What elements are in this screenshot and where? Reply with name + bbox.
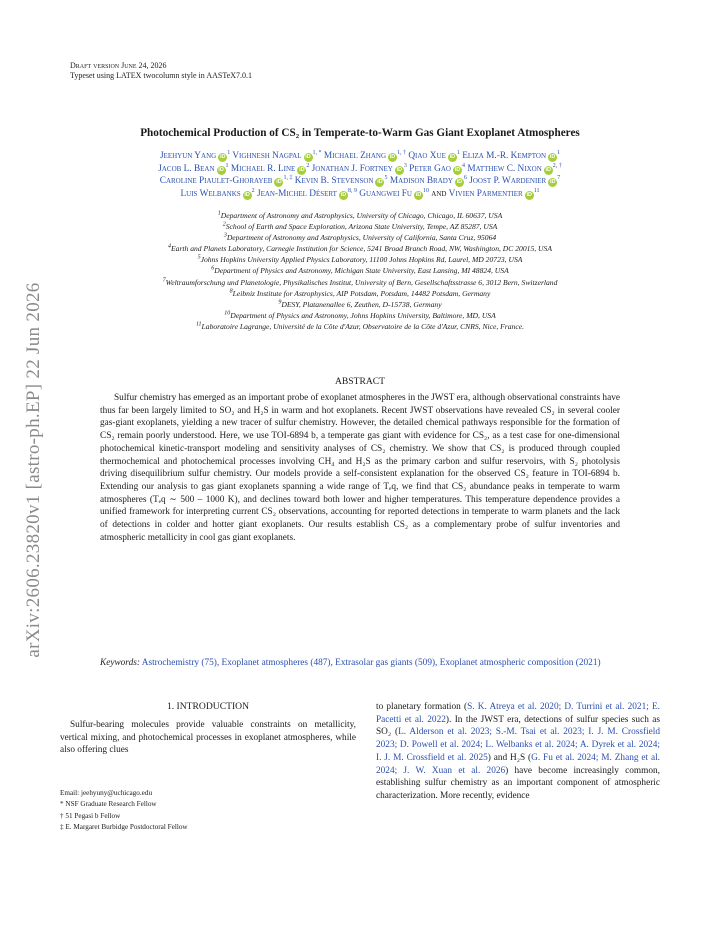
- keywords-links[interactable]: Astrochemistry (75), Exoplanet atmospheres (487), Extrasolar gas giants (509), Exoplanet atmospheric composition (2021): [141, 658, 601, 668]
- orcid-icon[interactable]: iD: [454, 166, 461, 173]
- orcid-icon[interactable]: iD: [340, 192, 347, 199]
- affiliation-number: 5: [197, 254, 201, 261]
- draft-version: Draft version June 24, 2026: [70, 61, 167, 70]
- orcid-icon[interactable]: iD: [545, 166, 551, 173]
- intro-text: ). In the JWST era, detections of sulfur species such as SO₂ (: [376, 714, 660, 738]
- author-affiliation-marker: 7: [557, 175, 561, 182]
- affiliation: [62, 232, 658, 243]
- affiliation: [62, 243, 658, 254]
- author-affiliation-marker: 2: [306, 162, 310, 169]
- author-name[interactable]: Matthew C. Nixon: [467, 163, 542, 174]
- author-affiliation-marker: 1: [557, 149, 561, 156]
- author-name[interactable]: Jonathan J. Fortney: [311, 163, 393, 174]
- author-name[interactable]: Vivien Parmentier: [448, 189, 523, 200]
- footnote-2: † 51 Pegasi b Fellow: [60, 811, 121, 820]
- author-affiliation-marker: 1: [227, 149, 231, 156]
- draft-header: [70, 61, 252, 81]
- affiliation: [62, 221, 658, 232]
- arxiv-sidebar: [14, 232, 54, 708]
- footnote-email: Email: jeehyuny@uchicago.edu: [60, 789, 153, 797]
- affiliation-number: 3: [223, 232, 227, 239]
- orcid-icon[interactable]: iD: [456, 179, 463, 186]
- affiliation-number: 2: [222, 221, 226, 228]
- affiliation-text: Department of Physics and Astronomy, Michigan State University, East Lansing, MI 48824, USA: [214, 266, 509, 276]
- orcid-icon[interactable]: iD: [218, 166, 224, 173]
- affiliation: [62, 210, 658, 221]
- author-name[interactable]: Jeehyun Yang: [159, 151, 217, 161]
- paper-title: Photochemical Production of CS₂ in Temperate-to-Warm Gas Giant Exoplanet Atmospheres: [140, 127, 580, 139]
- author-name[interactable]: Caroline Piaulet-Ghorayeb: [159, 176, 273, 187]
- abstract-text: Sulfur chemistry has emerged as an important probe of exoplanet atmospheres in the JWST era, although observational constraints have thus far been largely limited to SO₂ and H₂S in warm and hot exoplanets. Recent JWST observations have revealed CS₂ in several cooler gas-giant exoplanets, yielding a new tracer of sulfur chemistry. However, the detailed chemical pathways responsible for the formation of CS₂ remain poorly understood. Here, we use TOI-6894 b, a temperate gas giant with evidence for CS₂, as a test case for one-dimensional photochemical kinetic-transport modeling and sensitivity analyses of CS₂ chemistry. We show that CS₂ is produced through coupled thermochemical and photochemical processes involving CH₄ and H₂S as the primary carbon and sulfur reservoirs, with S₂ photolysis driving disequilibrium sulfur chemistry. Our models provide a self-consistent explanation for the observed CS₂ feature in TOI-6894 b. Extending our analysis to gas giant exoplanets spanning a wide range of Tₑq, we find that CS₂ abundance peaks in temperate to warm atmospheres (Tₑq ∼ 500 – 1000 K), and declines toward both lower and higher temperatures. This temperature dependence provides a unified framework for interpreting current CS₂ observations, accounting for reported detections in temperate to warm planets and the lack of detections in colder and hotter giant exoplanets. Our results establish CS₂ as a complementary probe of sulfur inventories and atmospheric metallicity in cool gas giant exoplanets.: [100, 393, 620, 543]
- author-affiliation-marker: 1: [456, 149, 460, 156]
- affiliation: [62, 254, 658, 265]
- affiliation-text: Leibniz Institute for Astrophysics, AIP Potsdam, Potsdam, 14482 Potsdam, Germany: [232, 288, 491, 298]
- intro-column-1: Sulfur-bearing molecules provide valuable constraints on metallicity, vertical mixing, and photochemical processes in exoplanet atmospheres, while also offering clues: [60, 720, 356, 756]
- affiliation-text: Department of Astronomy and Astrophysics, University of Chicago, Chicago, IL 60637, USA: [220, 211, 503, 220]
- orcid-icon[interactable]: iD: [305, 154, 311, 160]
- affiliation-number: 6: [211, 265, 215, 272]
- affiliation: [62, 288, 658, 299]
- author-name[interactable]: Eliza M.-R. Kempton: [462, 151, 547, 161]
- affiliation-number: 4: [168, 243, 172, 250]
- author-affiliation-marker: 6: [463, 175, 467, 182]
- author-affiliation-marker: 5: [384, 175, 388, 182]
- orcid-icon[interactable]: iD: [549, 154, 556, 160]
- orcid-icon[interactable]: iD: [244, 192, 250, 199]
- author-name[interactable]: Vighnesh Nagpal: [232, 151, 302, 161]
- affiliation-text: DESY, Platanenallee 6, Zeuthen, D-15738, Germany: [281, 299, 442, 309]
- citation-link[interactable]: L. Alderson et al. 2023; S.-M. Tsai et al. 2023; I. J. M. Crossfield 2023; D. Powell et al. 2024; L. Welbanks et al. 2024; A. Dyrek et al. 2024; I. J. M. Crossfield et al. 2025: [376, 727, 661, 763]
- orcid-icon[interactable]: iD: [276, 179, 282, 186]
- affiliation-list: [62, 210, 658, 332]
- affiliation: [62, 299, 658, 310]
- orcid-icon[interactable]: iD: [396, 166, 403, 173]
- orcid-icon[interactable]: iD: [377, 179, 383, 186]
- footnotes: [60, 788, 188, 833]
- author-name[interactable]: Joost P. Wardenier: [469, 176, 547, 187]
- affiliation: [62, 265, 658, 276]
- intro-text: ) and H₂S (: [487, 752, 532, 763]
- author-list: [70, 150, 650, 201]
- orcid-icon[interactable]: iD: [389, 154, 396, 160]
- author-name[interactable]: Michael Zhang: [323, 151, 386, 161]
- affiliation-number: 8: [229, 288, 233, 295]
- author-affiliation-marker: 8, 9: [347, 188, 357, 195]
- author-name[interactable]: Madison Brady: [389, 176, 453, 187]
- affiliation-number: 7: [162, 277, 166, 284]
- intro-text: ) have become increasingly common, establishing sulfur chemistry as an important component of atmospheric characterization. More recently, evidence: [376, 765, 660, 801]
- orcid-icon[interactable]: iD: [526, 192, 532, 199]
- author-affiliation-marker: 1, †: [397, 149, 406, 156]
- affiliation-number: 10: [224, 310, 231, 317]
- author-name[interactable]: Luis Welbanks: [180, 189, 241, 200]
- affiliation: [62, 277, 658, 288]
- author-affiliation-marker: 1: [225, 162, 229, 169]
- citation-link[interactable]: S. K. Atreya et al. 2020; D. Turrini et al. 2021; E. Pacetti et al. 2022: [376, 702, 660, 725]
- orcid-icon[interactable]: iD: [219, 154, 226, 160]
- author-affiliation-marker: 1, ‡: [283, 175, 293, 182]
- author-name[interactable]: Michael R. Line: [230, 163, 296, 174]
- affiliation-text: Department of Astronomy and Astrophysics, University of California, Santa Cruz, 95064: [226, 233, 497, 243]
- author-affiliation-marker: 3: [403, 162, 407, 169]
- author-name[interactable]: Kevin B. Stevenson: [294, 176, 374, 187]
- arxiv-id: arXiv:2606.23820v1 [astro-ph.EP] 22 Jun 2026: [23, 282, 44, 658]
- citation-link[interactable]: G. Fu et al. 2024; M. Zhang et al. 2024; J. W. Xuan et al. 2026: [376, 752, 660, 776]
- author-name[interactable]: Jean-Michel Désert: [256, 189, 337, 200]
- affiliation-text: Department of Physics and Astronomy, Johns Hopkins University, Baltimore, MD, USA: [230, 310, 496, 320]
- author-affiliation-marker: 11: [533, 188, 540, 195]
- orcid-icon[interactable]: iD: [549, 179, 556, 186]
- affiliation-text: School of Earth and Space Exploration, Arizona State University, Tempe, AZ 85287, USA: [225, 222, 498, 232]
- author-name[interactable]: Jacob L. Bean: [158, 163, 215, 174]
- affiliation: [62, 310, 658, 321]
- keywords-label: Keywords:: [100, 658, 140, 668]
- orcid-icon[interactable]: iD: [415, 192, 422, 199]
- typeset-line: Typeset using LATEX twocolumn style in AASTeX7.0.1: [70, 71, 252, 80]
- author-name[interactable]: Peter Gao: [409, 163, 451, 174]
- author-name[interactable]: Guangwei Fu: [359, 189, 412, 200]
- author-affiliation-marker: 2: [251, 188, 255, 195]
- orcid-icon[interactable]: iD: [299, 166, 305, 173]
- author-affiliation-marker: 2, †: [552, 162, 562, 169]
- footnote-1: * NSF Graduate Research Fellow: [60, 800, 157, 809]
- affiliation-text: Earth and Planets Laboratory, Carnegie Institution for Science, 5241 Broad Branch Road, NW, Washington, DC 20015, USA: [171, 244, 552, 254]
- orcid-icon[interactable]: iD: [449, 154, 456, 160]
- abstract-heading: ABSTRACT: [334, 376, 386, 387]
- affiliation-number: 1: [217, 210, 221, 217]
- affiliation-number: 9: [278, 299, 282, 306]
- author-name[interactable]: Qiao Xue: [408, 151, 446, 161]
- keywords: [100, 657, 620, 670]
- author-affiliation-marker: 10: [422, 188, 429, 195]
- author-and: and: [428, 189, 449, 200]
- author-affiliation-marker: 1, *: [312, 149, 322, 156]
- affiliation-number: 11: [195, 321, 202, 328]
- intro-column-2: [376, 701, 660, 803]
- affiliation-text: Johns Hopkins University Applied Physics Laboratory, 11100 Johns Hopkins Rd, Laurel, MD 20723, USA: [200, 255, 523, 265]
- author-affiliation-marker: 4: [462, 162, 465, 169]
- affiliation-text: Laboratoire Lagrange, Université de la Côte d'Azur, Observatoire de la Côte d'Azur, CNRS, Nice, France.: [201, 321, 524, 331]
- affiliation: [62, 321, 658, 332]
- affiliation-text: Weltraumforschung und Planetologie, Physikalisches Institut, University of Bern, Gesellschaftsstrasse 6, 3012 Bern, Switzerland: [165, 277, 558, 287]
- footnote-3: ‡ E. Margaret Burbidge Postdoctoral Fellow: [60, 822, 188, 831]
- section-heading-introduction: 1. INTRODUCTION: [166, 701, 250, 712]
- intro-text: to planetary formation (: [376, 702, 468, 712]
